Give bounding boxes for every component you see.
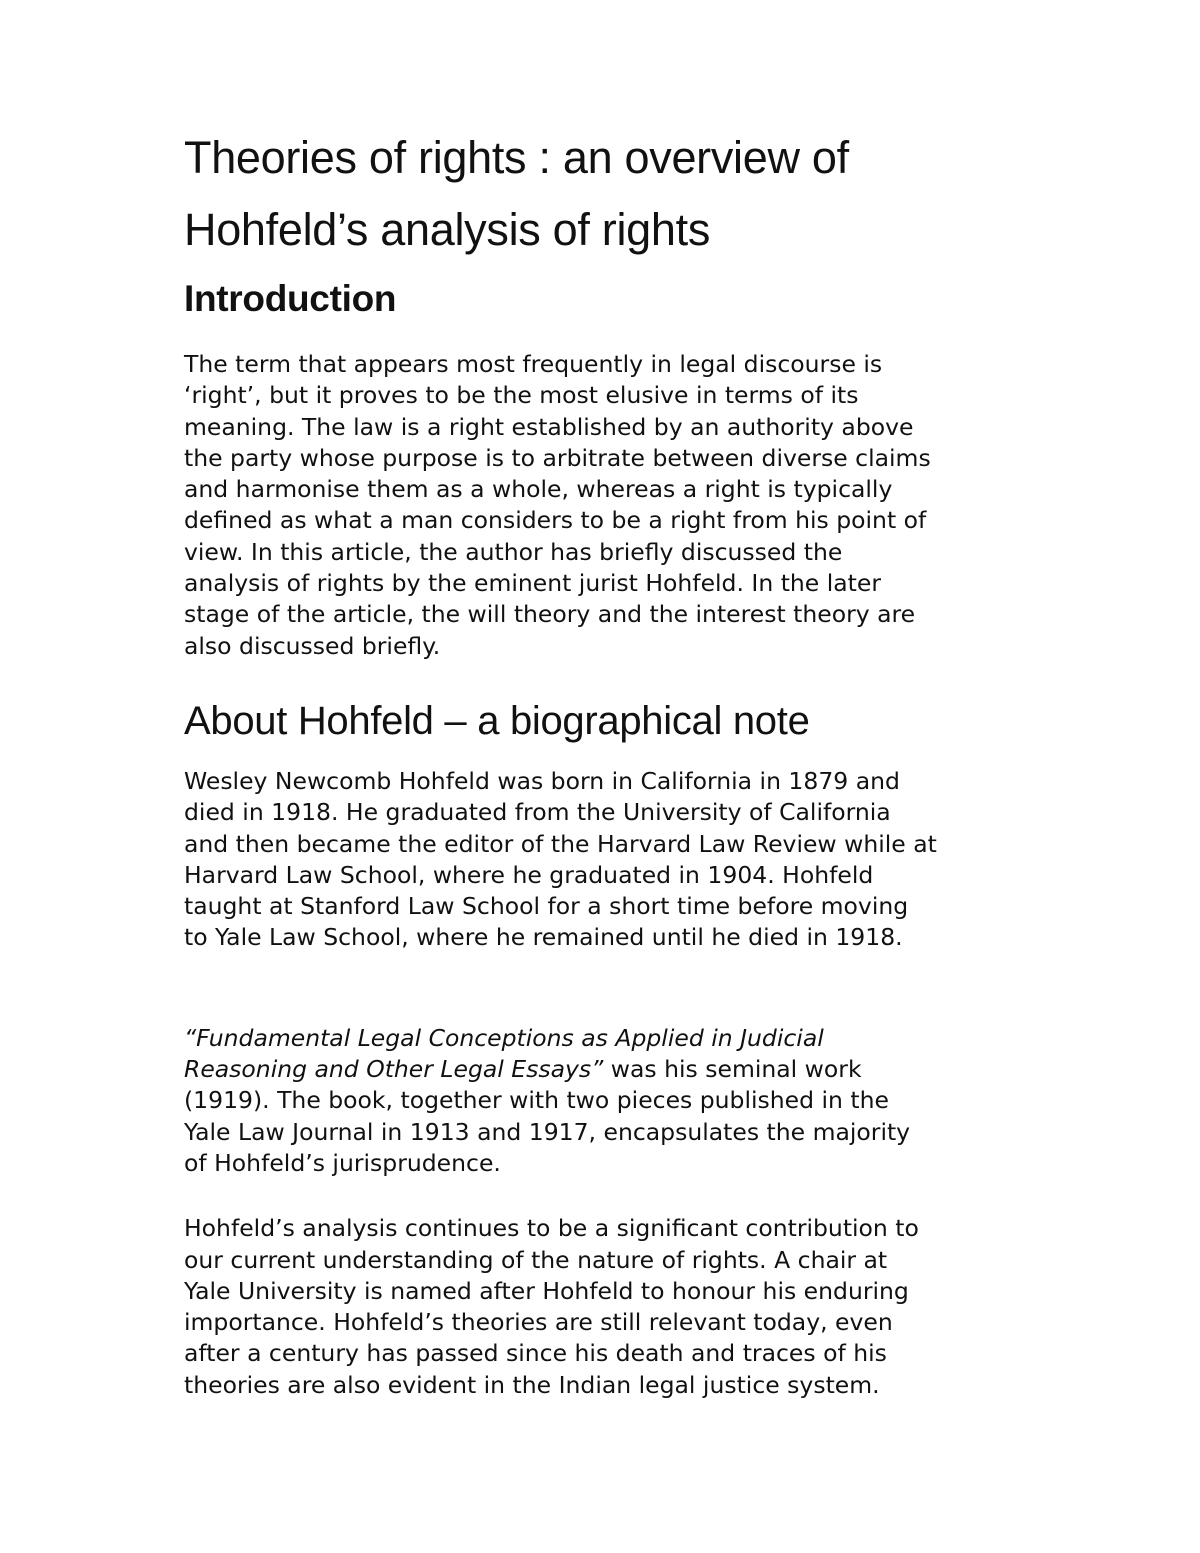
text-line: the party whose purpose is to arbitrate between diverse claims: [184, 443, 931, 472]
text-line: to Yale Law School, where he remained until he died in 1918.: [184, 923, 903, 952]
text-line: Yale University is named after Hohfeld to honour his enduring: [184, 1276, 909, 1305]
text-line: after a century has passed since his death and traces of his: [184, 1339, 887, 1368]
title-line: Hohfeld’s analysis of rights: [184, 204, 711, 255]
about-hohfeld-heading: About Hohfeld – a biographical note: [184, 698, 810, 743]
seminal-work-paragraph: [184, 1023, 1044, 1179]
text-line: and then became the editor of the Harvard Law Review while at: [184, 829, 937, 858]
text-line: meaning. The law is a right established by an authority above: [184, 412, 914, 441]
text-line: stage of the article, the will theory and the interest theory are: [184, 600, 916, 629]
text-line: ‘right’, but it proves to be the most elusive in terms of its: [184, 381, 859, 410]
introduction-heading: Introduction: [184, 278, 397, 319]
text-line: taught at Stanford Law School for a short time before moving: [184, 892, 909, 921]
text-line: Yale Law Journal in 1913 and 1917, encapsulates the majority: [184, 1117, 911, 1146]
text-line: theories are also evident in the Indian legal justice system.: [184, 1370, 880, 1399]
biography-paragraph: [184, 766, 1044, 954]
text-line: importance. Hohfeld’s theories are still relevant today, even: [184, 1308, 893, 1337]
text-line: died in 1918. He graduated from the University of California: [184, 798, 891, 827]
text-line: Harvard Law School, where he graduated in 1904. Hohfeld: [184, 860, 874, 889]
text-line: The term that appears most frequently in legal discourse is: [184, 350, 883, 378]
text-line: defined as what a man considers to be a right from his point of: [184, 506, 927, 535]
document-content: [184, 122, 1044, 1401]
text-line: [184, 1054, 1044, 1085]
introduction-paragraph: [184, 349, 1044, 662]
text-line: (1919). The book, together with two pieces published in the: [184, 1086, 889, 1115]
text-line: [184, 1023, 1044, 1054]
document-title: [184, 122, 1044, 266]
text-line: analysis of rights by the eminent jurist Hohfeld. In the later: [184, 569, 882, 598]
book-title-italic: “Fundamental Legal Conceptions as Applied in Judicial: [184, 1023, 824, 1052]
text-line: our current understanding of the nature of rights. A chair at: [184, 1245, 888, 1274]
analysis-paragraph: [184, 1213, 1044, 1401]
text-span: was his seminal work: [603, 1055, 862, 1084]
text-line: view. In this article, the author has briefly discussed the: [184, 537, 843, 566]
text-line: also discussed briefly.: [184, 631, 441, 660]
title-line: Theories of rights : an overview of: [184, 132, 849, 183]
text-line: and harmonise them as a whole, whereas a right is typically: [184, 475, 893, 504]
text-line: Wesley Newcomb Hohfeld was born in California in 1879 and: [184, 766, 900, 795]
text-line: of Hohfeld’s jurisprudence.: [184, 1148, 501, 1177]
text-line: Hohfeld’s analysis continues to be a significant contribution to: [184, 1214, 919, 1243]
book-title-italic: Reasoning and Other Legal Essays”: [184, 1055, 604, 1084]
